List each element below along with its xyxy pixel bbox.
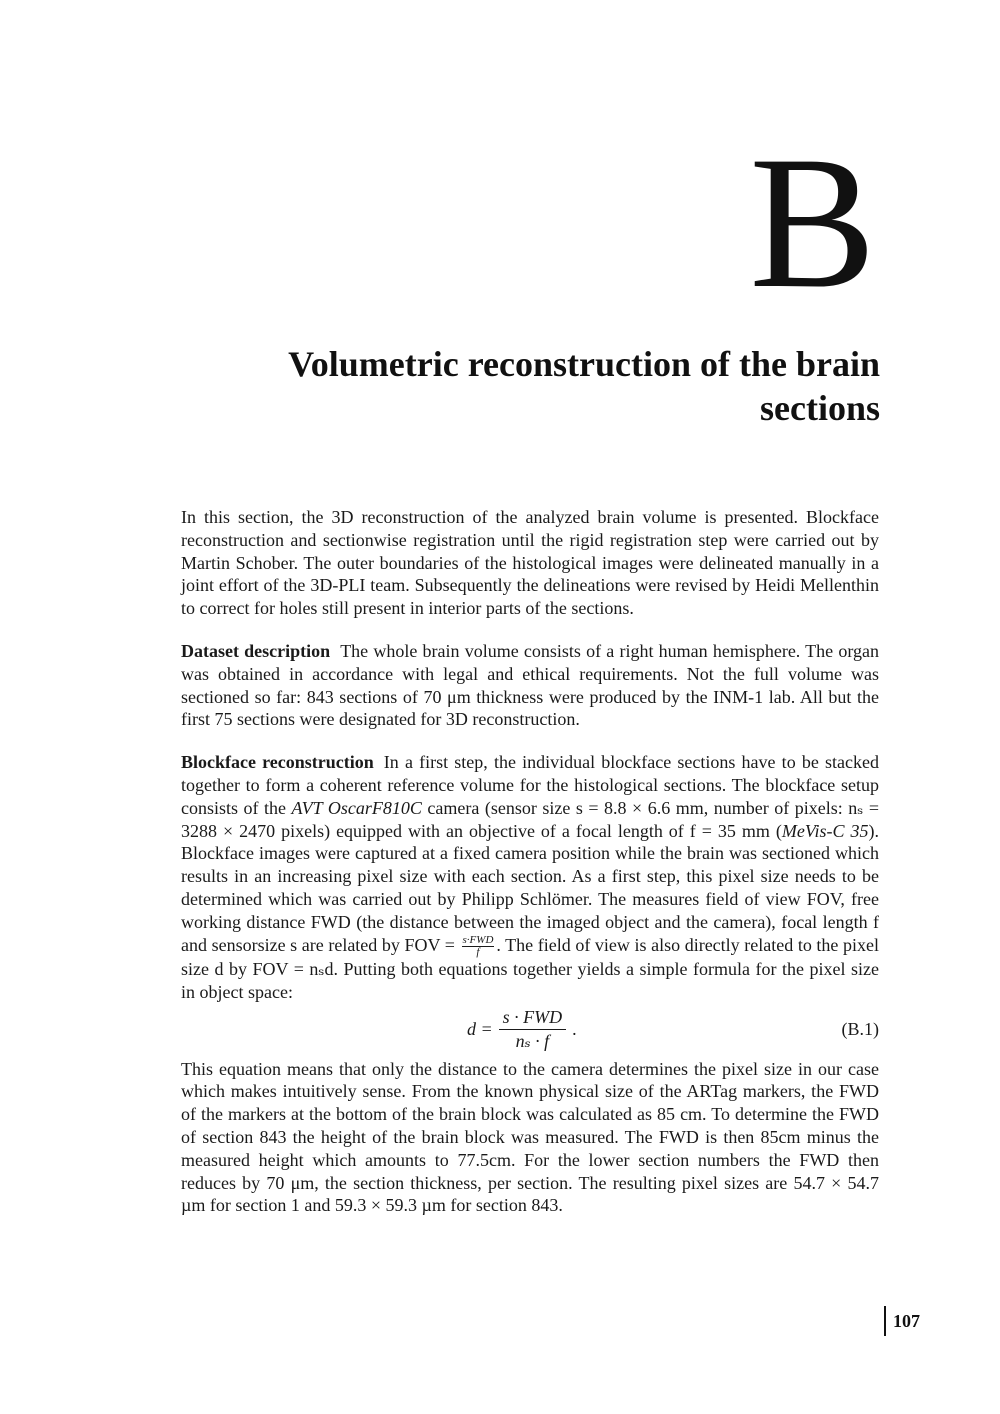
inline-fraction-denominator: f [476,945,480,958]
equation-denominator: nₛ · f [515,1031,550,1052]
blockface-text-3: ). Blockface images were captured at a fixed camera position while the brain was sectioned which results in an increasing pixel size with each section. As a first step, this pixel size needs to be determined which was carried out by Philipp Schlömer. The measures field of view FOV, free working distance FWD (the distance between the imaged object and the camera), focal length f and sensorsize s are related by FOV = [181,820,879,955]
camera-model: AVT OscarF810C [291,797,422,818]
blockface-paragraph [181,751,879,1003]
equation-fraction [499,1007,567,1052]
equation-trailing: . [572,1019,577,1040]
inline-fraction [462,935,495,958]
body-text [181,506,879,1217]
chapter-letter: B [749,118,876,328]
page-number: 107 [884,1306,920,1336]
blockface-text-4: . The field of view is also directly related to the pixel size d by FOV = nₛd. Putting both equations together yields a simple formula for the pixel size in object space: [181,934,879,1002]
closing-paragraph: This equation means that only the distance to the camera determines the pixel size in our case which makes intuitively sense. From the known physical size of the ARTag markers, the FWD of the markers at the bottom of the brain block was calculated as 85 cm. To determine the FWD of section 843 the height of the brain block was measured. The FWD is then 85cm minus the measured height which amounts to 77.5cm. For the lower section numbers the FWD then reduces by 70 μm, the section thickness, per section. The resulting pixel sizes are 54.7 × 54.7 µm for section 1 and 59.3 × 59.3 µm for section 843. [181,1058,879,1216]
equation-body [467,1008,577,1052]
equation-label: (B.1) [841,1018,879,1039]
blockface-text-1: In a first step, the individual blockface sections have to be stacked together to form a coherent reference volume for the histological sections. The blockface setup consists of the [181,752,879,818]
equation-numerator: s · FWD [499,1007,567,1030]
dataset-text: The whole brain volume consists of a right human hemisphere. The organ was obtained in accordance with legal and ethical requirements. Not the full volume was sectioned so far: 843 sections of 70 μm thickness were produced by the INM-1 lab. All but the first 75 sections were designated for 3D reconstruction. [181,640,880,730]
equation-lhs: d = [467,1019,493,1040]
equation-b1 [181,1006,879,1054]
dataset-heading: Dataset description [181,640,331,661]
blockface-text-2: camera (sensor size s = 8.8 × 6.6 mm, number of pixels: nₛ = 3288 × 2470 pixels) equipped with an objective of a focal length of f = 35 mm ( [181,797,879,841]
intro-paragraph: In this section, the 3D reconstruction of the analyzed brain volume is presented. Blockface reconstruction and sectionwise registration until the rigid registration step were carried out by Martin Schober. The outer boundaries of the histological images were delineated manually in a joint effort of the 3D-PLI team. Subsequently the delineations were revised by Heidi Mellenthin to correct for holes still present in interior parts of the sections. [181,507,879,619]
inline-fraction-numerator: s·FWD [462,933,494,946]
dataset-paragraph [181,640,879,731]
objective-model: MeVis-C 35 [781,820,869,841]
blockface-heading: Blockface reconstruction [181,752,374,773]
chapter-title: Volumetric reconstruction of the brain sections [288,344,880,428]
